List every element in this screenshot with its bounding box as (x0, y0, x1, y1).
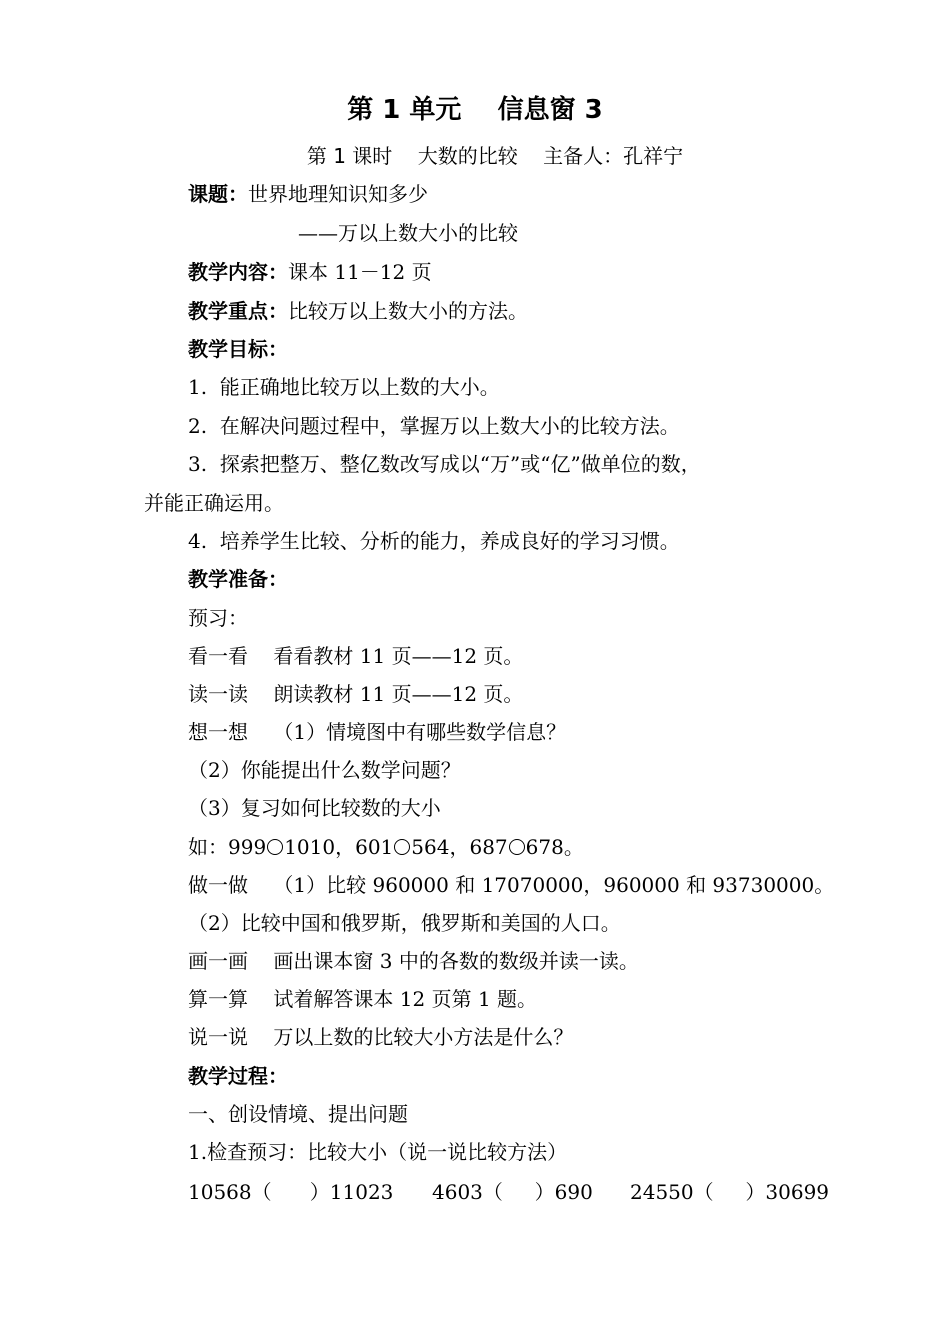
unit-title: 第 1 单元 信息窗 3 (347, 95, 603, 125)
example-number: 1010， (284, 835, 356, 859)
content-line (188, 257, 432, 287)
objectives-label: 教学目标： (188, 337, 288, 361)
preview-label: 预习： (188, 606, 248, 630)
example-prefix: 如： (188, 835, 228, 859)
objective-item: 1. 能正确地比较万以上数的大小。 (188, 375, 500, 399)
prep-do: 做一做 （1）比较 960000 和 17070000，960000 和 93730000。 (188, 873, 835, 897)
prep-calc: 算一算 试着解答课本 12 页第 1 题。 (188, 987, 538, 1011)
example-number: 687 (469, 835, 508, 859)
prep-read: 读一读 朗读教材 11 页——12 页。 (188, 682, 524, 706)
objective-item: 4. 培养学生比较、分析的能力，养成良好的学习习惯。 (188, 529, 680, 553)
objective-item-continuation: 并能正确运用。 (144, 491, 284, 515)
topic-label: 课题： (188, 182, 248, 206)
objective-item: 3. 探索把整万、整亿数改写成以“万”或“亿”做单位的数， (188, 452, 701, 476)
prep-do-2: （2）比较中国和俄罗斯，俄罗斯和美国的人口。 (188, 911, 621, 935)
content-text: 课本 11－12 页 (288, 260, 432, 284)
prep-think-2: （2）你能提出什么数学问题？ (188, 758, 461, 782)
topic-line (188, 179, 428, 209)
prep-think-3: （3）复习如何比较数的大小 (188, 796, 441, 820)
preparation-label: 教学准备： (188, 567, 288, 591)
prep-example (188, 832, 584, 862)
key-point-text: 比较万以上数大小的方法。 (288, 299, 528, 323)
prep-look: 看一看 看看教材 11 页——12 页。 (188, 644, 524, 668)
topic-subtext: ——万以上数大小的比较 (298, 221, 518, 245)
key-point-label: 教学重点： (188, 299, 288, 323)
example-number: 678。 (525, 835, 584, 859)
compare-circle-icon (394, 839, 410, 855)
comparison-item: 24550（ ）30699 (630, 1180, 830, 1204)
comparison-row (188, 1177, 830, 1327)
key-point-line (188, 296, 528, 326)
comparison-item: 4603（ ）690 (432, 1180, 593, 1204)
lesson-subtitle: 第 1 课时 大数的比较 主备人：孔祥宁 (306, 144, 684, 168)
process-section-1: 一、创设情境、提出问题 (188, 1102, 408, 1126)
prep-think: 想一想 （1）情境图中有哪些数学信息？ (188, 720, 567, 744)
prep-say: 说一说 万以上数的比较大小方法是什么？ (188, 1025, 574, 1049)
process-step-1: 1.检查预习：比较大小（说一说比较方法） (188, 1140, 568, 1164)
topic-text: 世界地理知识知多少 (248, 182, 428, 206)
compare-circle-icon (509, 839, 525, 855)
compare-circle-icon (267, 839, 283, 855)
objective-item: 2. 在解决问题过程中，掌握万以上数大小的比较方法。 (188, 414, 680, 438)
example-number: 999 (228, 835, 267, 859)
prep-draw: 画一画 画出课本窗 3 中的各数的数级并读一读。 (188, 949, 639, 973)
content-label: 教学内容： (188, 260, 288, 284)
example-number: 564， (411, 835, 470, 859)
comparison-item: 10568（ ）11023 (188, 1180, 394, 1204)
example-number: 601 (355, 835, 394, 859)
process-label: 教学过程： (188, 1064, 288, 1088)
